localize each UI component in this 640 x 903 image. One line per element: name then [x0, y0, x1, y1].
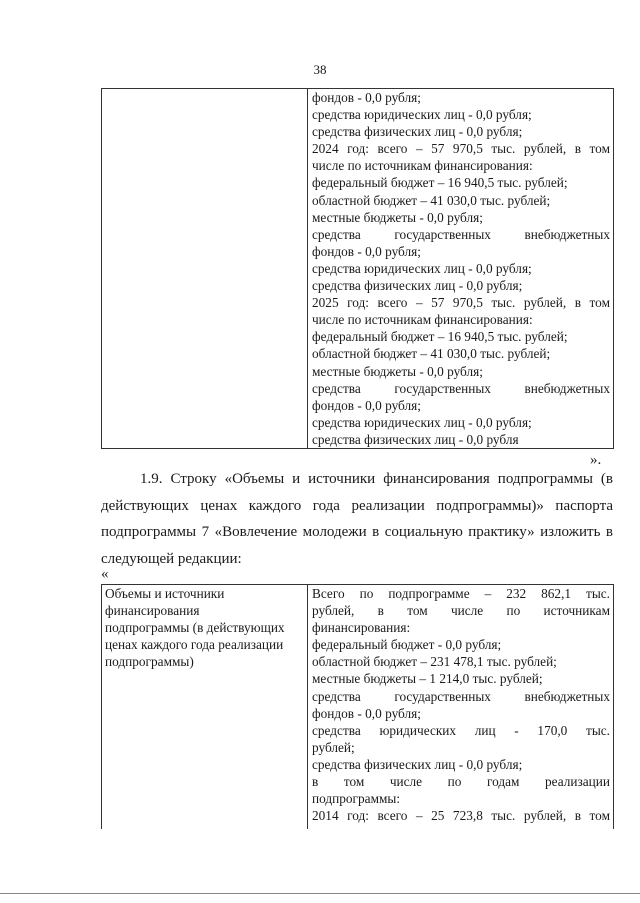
table-line: областной бюджет – 41 030,0 тыс. рублей;	[312, 192, 551, 208]
table-line: числе по источникам финансирования:	[312, 312, 533, 328]
table-line: средства физических лиц - 0,0 рубля;	[312, 278, 523, 294]
table-line: фондов - 0,0 рубля;	[312, 90, 421, 105]
table-line: средства юридических лиц - 0,0 рубля;	[312, 414, 532, 430]
table-row	[102, 89, 614, 449]
funding-table-new	[101, 584, 614, 829]
paragraph-line: действующих ценах каждого года реализации подпрограммы)» паспорта	[101, 497, 613, 514]
opening-quote: «	[101, 566, 109, 582]
table-line: федеральный бюджет - 0,0 рубля;	[312, 637, 502, 653]
funding-table-continued	[101, 88, 614, 449]
value-cell	[308, 585, 614, 830]
page-number: 38	[313, 62, 327, 77]
table-line: фондов - 0,0 рубля;	[312, 705, 421, 721]
label-line: подпрограммы)	[105, 654, 194, 670]
table-line: средства юридических лиц - 0,0 рубля;	[312, 260, 532, 276]
value-cell	[308, 89, 614, 449]
table-line: средства юридических лиц - 0,0 рубля;	[312, 107, 532, 123]
table-line: 2014 год: всего – 25 723,8 тыс. рублей, в том	[312, 808, 610, 824]
amendment-paragraph	[101, 466, 613, 572]
label-line: подпрограммы (в действующих	[105, 620, 285, 636]
table-line: федеральный бюджет – 16 940,5 тыс. рублей;	[312, 175, 568, 191]
table-line: рублей;	[312, 739, 355, 755]
table-line: средства юридических лиц - 170,0 тыс.	[312, 722, 610, 738]
table-line: местные бюджеты – 1 214,0 тыс. рублей;	[312, 671, 543, 687]
table-line: в том числе по годам реализации	[312, 774, 610, 790]
table-line: финансирования:	[312, 620, 411, 636]
closing-quote: ».	[590, 452, 602, 468]
label-line: Объемы и источники	[105, 586, 225, 601]
table-line: фондов - 0,0 рубля;	[312, 397, 421, 413]
page-bottom-rule	[0, 893, 640, 894]
table-line: средства государственных внебюджетных	[312, 226, 610, 242]
table-row	[102, 585, 614, 830]
table-line: местные бюджеты - 0,0 рубля;	[312, 209, 483, 225]
table-line: средства государственных внебюджетных	[312, 688, 610, 704]
table-line: числе по источникам финансирования:	[312, 158, 533, 174]
table-line: подпрограммы:	[312, 791, 401, 807]
label-cell	[102, 89, 308, 449]
paragraph-line: следующей редакции:	[101, 550, 242, 567]
table-line: рублей, в том числе по источникам	[312, 603, 610, 619]
label-line: ценах каждого года реализации	[105, 637, 284, 653]
table-line: фондов - 0,0 рубля;	[312, 243, 421, 259]
table-line: 2025 год: всего – 57 970,5 тыс. рублей, в том	[312, 295, 610, 311]
table-line: областной бюджет – 231 478,1 тыс. рублей;	[312, 654, 557, 670]
label-cell	[102, 585, 308, 830]
table-line: местные бюджеты - 0,0 рубля;	[312, 363, 483, 379]
table-line: 2024 год: всего – 57 970,5 тыс. рублей, в том	[312, 141, 610, 157]
paragraph-line: подпрограммы 7 «Вовлечение молодежи в социальную практику» изложить в	[101, 524, 613, 540]
table-line: средства государственных внебюджетных	[312, 380, 610, 396]
table-line: федеральный бюджет – 16 940,5 тыс. рублей;	[312, 329, 568, 345]
label-line: финансирования	[105, 603, 200, 619]
table-line: Всего по подпрограмме – 232 862,1 тыс.	[312, 586, 610, 601]
table-line: областной бюджет – 41 030,0 тыс. рублей;	[312, 346, 551, 362]
paragraph-line: 1.9. Строку «Объемы и источники финансирования подпрограммы (в	[140, 471, 613, 487]
table-line: средства физических лиц - 0,0 рубля;	[312, 124, 523, 140]
table-line: средства физических лиц - 0,0 рубля	[312, 431, 519, 447]
table-line: средства физических лиц - 0,0 рубля;	[312, 756, 523, 772]
